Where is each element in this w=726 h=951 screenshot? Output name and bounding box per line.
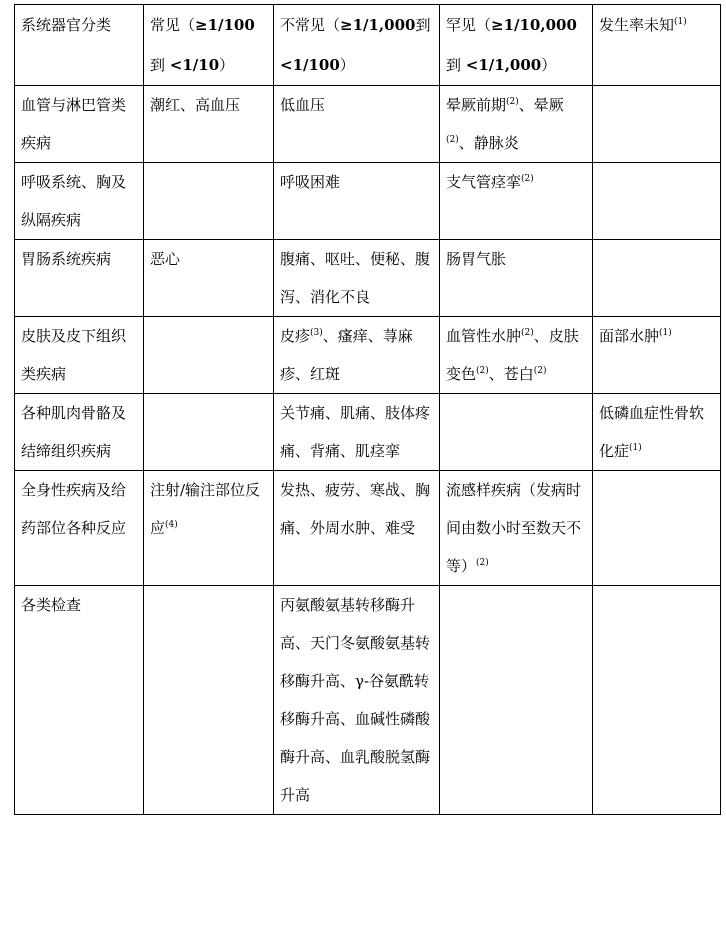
cell-text: <1/10 [169, 56, 220, 74]
footnote-ref: (2) [506, 97, 519, 107]
cell-rare [440, 86, 593, 163]
header-cell-common [144, 5, 274, 86]
cell-common [144, 317, 274, 394]
header-cell-organ-class [15, 5, 144, 86]
adverse-reactions-table [14, 4, 721, 815]
cell-organ-class [15, 471, 144, 586]
cell-text: 各类检查 [21, 596, 82, 614]
cell-rare [440, 163, 593, 240]
cell-text: 低血压 [280, 96, 326, 114]
cell-text: 潮红、高血压 [150, 96, 241, 114]
cell-organ-class [15, 586, 144, 815]
cell-text: 流感样疾病（发病时间由数小时至数天不等） [446, 481, 582, 575]
cell-text: 皮疹 [280, 327, 311, 345]
cell-text: ≥1/1,000 [340, 16, 416, 34]
cell-text: ） [339, 56, 355, 74]
cell-text: ≥1/100 [195, 16, 255, 34]
cell-text: 注射/输注部位反应 [150, 481, 261, 537]
cell-text: 到 [446, 56, 466, 74]
cell-uncommon [274, 586, 440, 815]
footnote-ref: (3) [310, 328, 323, 338]
cell-text: 肠胃气胀 [446, 250, 507, 268]
footnote-ref: (2) [476, 558, 489, 568]
cell-rare [440, 586, 593, 815]
cell-organ-class [15, 317, 144, 394]
footnote-ref: (1) [629, 443, 642, 453]
cell-uncommon [274, 394, 440, 471]
cell-uncommon [274, 240, 440, 317]
cell-text: 常见（ [150, 16, 196, 34]
cell-common [144, 586, 274, 815]
footnote-ref: (1) [659, 328, 672, 338]
cell-text: 面部水肿 [599, 327, 660, 345]
cell-text: 、苍白 [488, 365, 534, 383]
cell-text: 血管性水肿 [446, 327, 522, 345]
cell-text: 低磷血症性骨软化症 [599, 404, 705, 460]
cell-text: <1/100 [280, 56, 340, 74]
cell-text: ） [541, 56, 557, 74]
cell-text: 恶心 [150, 250, 181, 268]
cell-text: 呼吸困难 [280, 173, 341, 191]
cell-common [144, 394, 274, 471]
header-cell-uncommon [274, 5, 440, 86]
cell-frequency-unknown [593, 240, 721, 317]
cell-rare [440, 317, 593, 394]
header-cell-rare [440, 5, 593, 86]
cell-text: 胃肠系统疾病 [21, 250, 112, 268]
header-row [15, 5, 721, 86]
cell-text: 系统器官分类 [21, 16, 112, 34]
cell-organ-class [15, 394, 144, 471]
cell-organ-class [15, 86, 144, 163]
cell-text: 关节痛、肌痛、肢体疼痛、背痛、肌痉挛 [280, 404, 431, 460]
cell-text: 晕厥前期 [446, 96, 507, 114]
table-row [15, 86, 721, 163]
cell-frequency-unknown [593, 86, 721, 163]
cell-text: 丙氨酸氨基转移酶升高、天门冬氨酸氨基转移酶升高、γ-谷氨酰转移酶升高、血碱性磷酸酶升高、血乳酸脱氢酶升高 [280, 596, 431, 804]
cell-rare [440, 240, 593, 317]
table-body [15, 5, 721, 815]
cell-text: 发热、疲劳、寒战、胸痛、外周水肿、难受 [280, 481, 431, 537]
cell-text: 各种肌肉骨骼及结缔组织疾病 [21, 404, 127, 460]
cell-text: 呼吸系统、胸及纵隔疾病 [21, 173, 127, 229]
cell-frequency-unknown [593, 471, 721, 586]
header-cell-frequency-unknown [593, 5, 721, 86]
cell-rare [440, 394, 593, 471]
cell-common [144, 163, 274, 240]
cell-text: 、晕厥 [518, 96, 564, 114]
cell-text: 支气管痉挛 [446, 173, 522, 191]
cell-frequency-unknown [593, 394, 721, 471]
cell-text: ） [219, 56, 235, 74]
cell-uncommon [274, 471, 440, 586]
footnote-ref: (2) [476, 366, 489, 376]
footnote-ref: (2) [533, 366, 547, 376]
footnote-ref: (1) [674, 17, 687, 27]
cell-text: 不常见（ [280, 16, 341, 34]
cell-organ-class [15, 163, 144, 240]
table-row [15, 394, 721, 471]
footnote-ref: (4) [165, 520, 178, 530]
cell-frequency-unknown [593, 317, 721, 394]
cell-text: 到 [150, 56, 170, 74]
table-row [15, 317, 721, 394]
cell-text: 发生率未知 [599, 16, 675, 34]
cell-text: 腹痛、呕吐、便秘、腹泻、消化不良 [280, 250, 431, 306]
cell-uncommon [274, 86, 440, 163]
cell-text: 皮肤及皮下组织类疾病 [21, 327, 127, 383]
cell-common [144, 240, 274, 317]
cell-common [144, 471, 274, 586]
cell-text: 到 [415, 16, 431, 34]
cell-uncommon [274, 317, 440, 394]
table-row [15, 471, 721, 586]
cell-frequency-unknown [593, 163, 721, 240]
cell-uncommon [274, 163, 440, 240]
cell-text: 血管与淋巴管类疾病 [21, 96, 127, 152]
cell-frequency-unknown [593, 586, 721, 815]
table-row [15, 586, 721, 815]
cell-rare [440, 471, 593, 586]
cell-common [144, 86, 274, 163]
cell-text: 全身性疾病及给药部位各种反应 [21, 481, 127, 537]
cell-text: ≥1/10,000 [491, 16, 577, 34]
adverse-reactions-table-container [14, 4, 721, 815]
cell-text: 、皮肤变色 [446, 327, 579, 383]
cell-text: <1/1,000 [465, 56, 542, 74]
cell-text: 罕见（ [446, 16, 492, 34]
cell-text: 、瘙痒、荨麻疹、红斑 [280, 327, 413, 383]
footnote-ref: (2) [446, 135, 459, 145]
cell-organ-class [15, 240, 144, 317]
footnote-ref: (2) [521, 328, 534, 338]
table-row [15, 163, 721, 240]
table-row [15, 240, 721, 317]
cell-text: 、静脉炎 [458, 134, 519, 152]
footnote-ref: (2) [521, 174, 534, 184]
